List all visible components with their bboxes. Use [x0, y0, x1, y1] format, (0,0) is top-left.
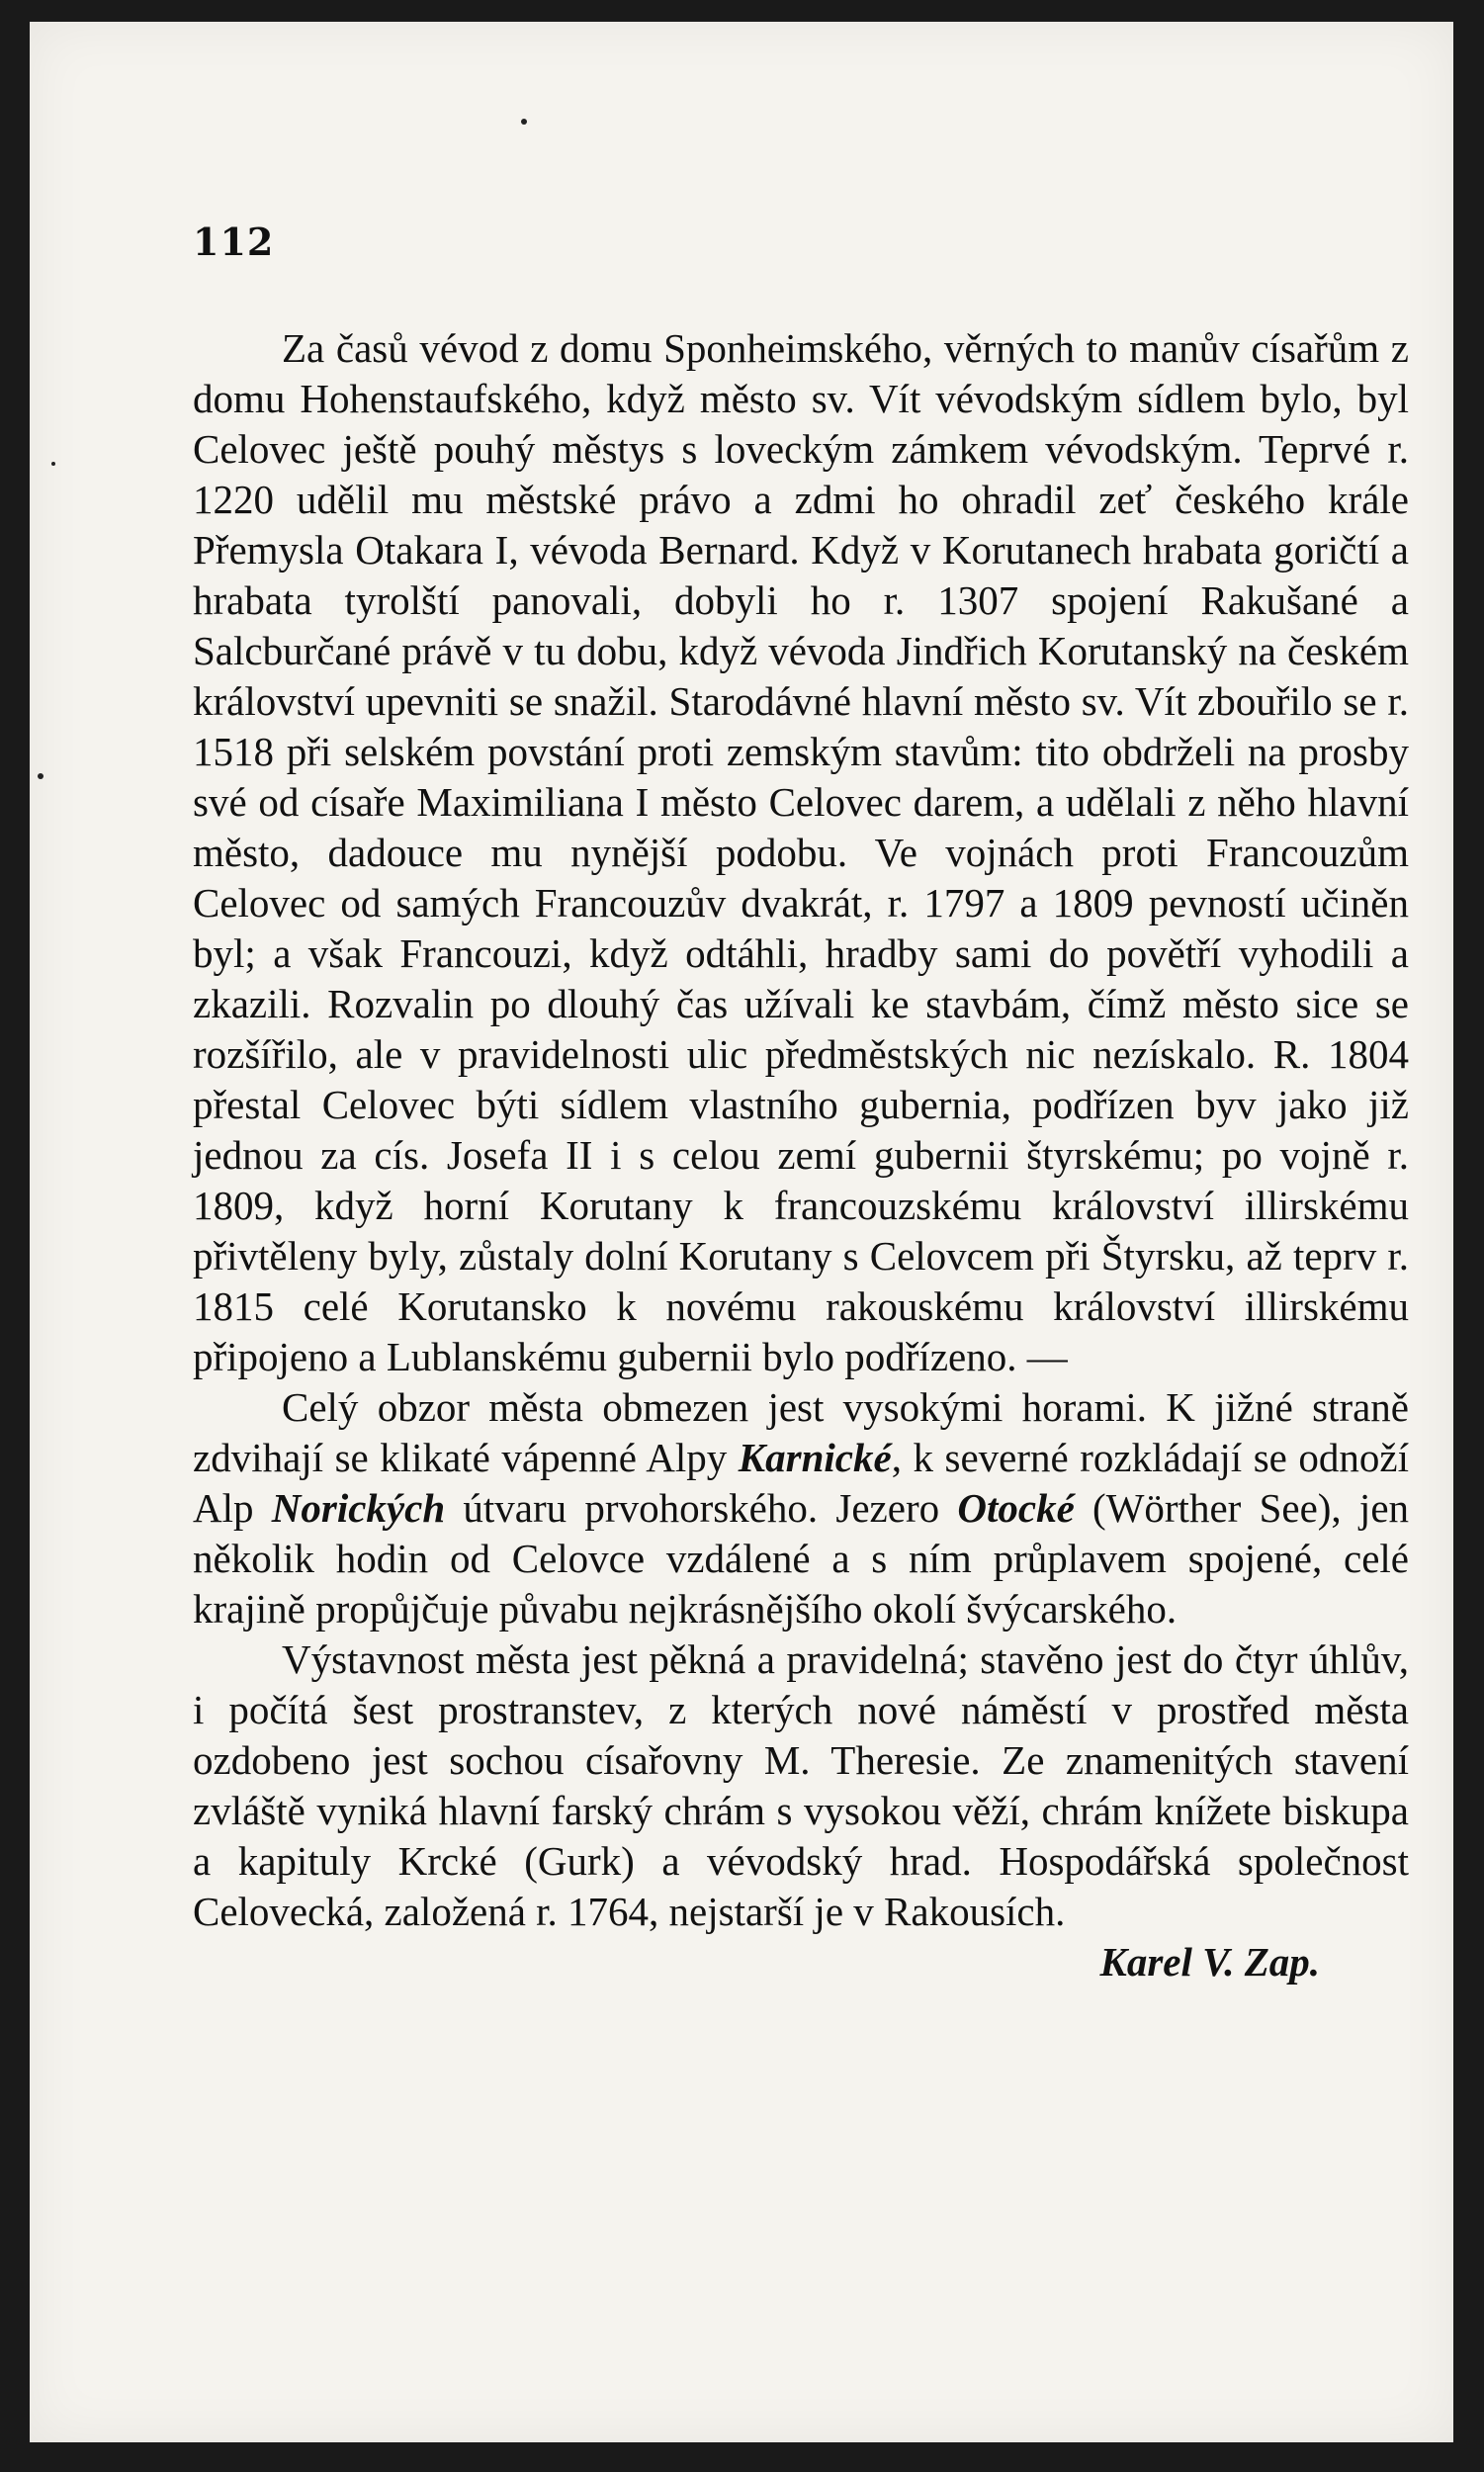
ink-speck [521, 119, 527, 125]
italic-place-name: Norických [271, 1485, 446, 1531]
ink-speck [38, 773, 44, 779]
page-content [193, 220, 1409, 1987]
paragraph-surroundings [193, 1382, 1409, 1634]
text-run: Celý obzor města obmezen jest vysokými horami. K jižné straně zdvihají se klikaté vápenné Alpy [193, 1384, 1409, 1480]
paragraph-body [193, 1636, 1409, 1934]
text-run: Výstavnost města jest pěkná a pravidelná; stavěno jest do čtyr úhlův, i počítá šest prostranstev, z kterých nové náměstí v prostřed města ozdobeno jest sochou císařovny M. Theresie. Ze znamenitých stavení zvláště vyniká hlavní farský chrám s vysokou věží, chrám knížete biskupa a kapituly Krcké (Gurk) a vévodský hrad. Hospodářská společnost Celovecká, založená r. 1764, nejstarší je v Rakousích. [193, 1636, 1409, 1934]
text-run: útvaru prvohorského. Jezero [445, 1485, 958, 1531]
text-run: Za časů vévod z domu Sponheimského, věrných to manův císařům z domu Hohenstaufského, když město sv. Vít vévodským sídlem bylo, byl Celovec ještě pouhý městys s loveckým zámkem vévodským. Teprvé r. 1220 udělil mu městské právo a zdmi ho ohradil zeť českého krále Přemysla Otakara I, vévoda Bernard. Když v Korutanech hrabata goričtí a hrabata tyrolští panovali, dobyli ho r. 1307 spojení Rakušané a Salcburčané právě v tu dobu, když vévoda Jindřich Korutanský na českém království upevniti se snažil. Starodávné hlavní město sv. Vít zbouřilo se r. 1518 při selském povstání proti zemským stavům: tito obdrželi na prosby své od císaře Maximiliana I město Celovec darem, a udělali z něho hlavní město, dadouce mu nynější podobu. Ve vojnách proti Francouzům Celovec od samých Francouzův dvakrát, r. 1797 a 1809 pevností učiněn byl; a však Francouzi, když odtáhli, hradby sami do povětří vyhodili a zkazili. Rozvalin po dlouhý čas užívali ke stavbám, čímž město sice se rozšířilo, ale v pravidelnosti ulic předměstských nic nezískalo. R. 1804 přestal Celovec býti sídlem vlastního gubernia, podřízen byv jako již jednou za cís. Josefa II i s celou zemí gubernii štyrskému; po vojně r. 1809, když horní Korutany k francouzskému království illirskému přivtěleny byly, zůstaly dolní Korutany s Celovcem při Štyrsku, až teprv r. 1815 celé Korutansko k novému rakouskému království illirskému připojeno a Lublanskému gubernii bylo podřízeno. — [193, 325, 1409, 1379]
paragraph-history [193, 323, 1409, 1382]
author-signature: Karel V. Zap. [1099, 1939, 1320, 1985]
paragraph-architecture [193, 1634, 1409, 1987]
ink-speck [51, 462, 55, 466]
text-run: , k severné rozkládají se odnoží Alp [193, 1435, 1409, 1531]
text-run: (Wörther See), jen několik hodin od Celovce vzdálené a s ním průplavem spojené, celé krajině propůjčuje půvabu nejkrásnějšího okolí švýcarského. [193, 1485, 1410, 1632]
page-number: 112 [193, 220, 275, 264]
book-page [30, 22, 1453, 2442]
italic-place-name: Otocké [957, 1485, 1075, 1531]
italic-place-name: Karnické [738, 1435, 892, 1480]
body-text [193, 323, 1409, 1987]
